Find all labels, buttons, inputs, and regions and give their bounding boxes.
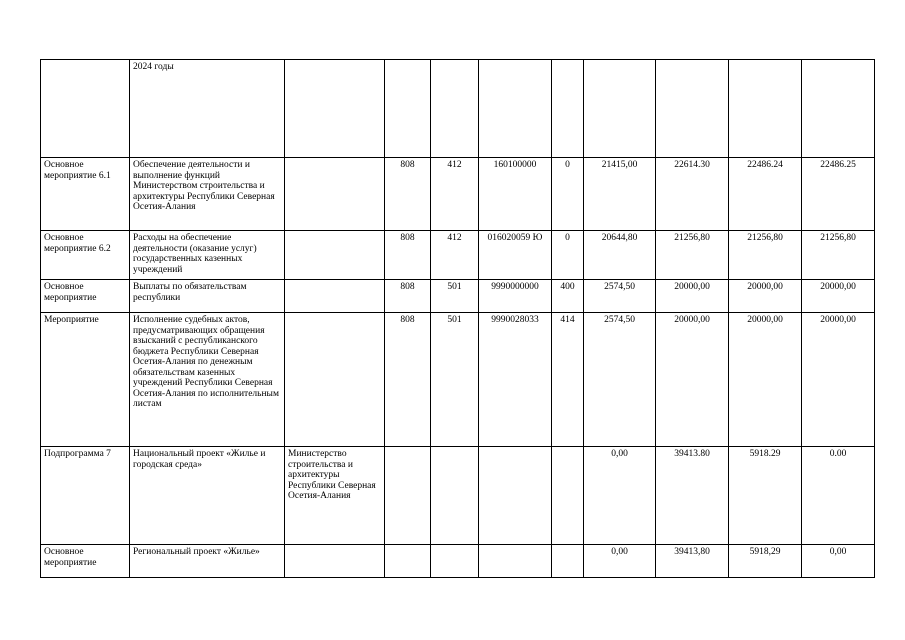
cell-value-4: 20000,00 xyxy=(802,313,875,447)
cell-executor xyxy=(285,231,385,280)
cell-csr: 016020059 Ю xyxy=(479,231,552,280)
cell-type: Основное мероприятие 6.2 xyxy=(41,231,130,280)
cell-value-3 xyxy=(729,60,802,158)
cell-rzpr: 412 xyxy=(431,231,479,280)
cell-rzpr: 501 xyxy=(431,280,479,313)
cell-name: Расходы на обеспечение деятельности (оказание услуг) государственных казенных учреждений xyxy=(130,231,285,280)
table-row xyxy=(41,313,875,447)
cell-vr xyxy=(552,447,584,545)
cell-value-3: 21256,80 xyxy=(729,231,802,280)
table-row xyxy=(41,60,875,158)
cell-value-3: 20000,00 xyxy=(729,280,802,313)
cell-csr xyxy=(479,545,552,578)
cell-type xyxy=(41,60,130,158)
cell-rzpr: 412 xyxy=(431,158,479,231)
cell-value-1: 20644,80 xyxy=(584,231,656,280)
cell-executor xyxy=(285,545,385,578)
cell-value-4: 22486.25 xyxy=(802,158,875,231)
cell-value-3: 22486.24 xyxy=(729,158,802,231)
cell-vr: 0 xyxy=(552,231,584,280)
cell-value-1: 21415,00 xyxy=(584,158,656,231)
table-row xyxy=(41,231,875,280)
cell-value-1: 0,00 xyxy=(584,447,656,545)
cell-value-4: 0,00 xyxy=(802,545,875,578)
cell-type: Мероприятие xyxy=(41,313,130,447)
cell-value-3: 5918,29 xyxy=(729,545,802,578)
cell-value-4 xyxy=(802,60,875,158)
cell-value-2: 20000,00 xyxy=(656,280,729,313)
cell-grbs: 808 xyxy=(385,231,431,280)
cell-value-4: 20000,00 xyxy=(802,280,875,313)
cell-grbs xyxy=(385,545,431,578)
cell-value-2 xyxy=(656,60,729,158)
table-row xyxy=(41,158,875,231)
cell-name: 2024 годы xyxy=(130,60,285,158)
table-row xyxy=(41,280,875,313)
cell-executor xyxy=(285,280,385,313)
cell-csr: 160100000 xyxy=(479,158,552,231)
cell-value-2: 20000,00 xyxy=(656,313,729,447)
cell-type: Основное мероприятие 6.1 xyxy=(41,158,130,231)
cell-rzpr xyxy=(431,447,479,545)
cell-value-3: 20000,00 xyxy=(729,313,802,447)
cell-value-4: 0.00 xyxy=(802,447,875,545)
cell-value-2: 22614.30 xyxy=(656,158,729,231)
cell-value-1: 0,00 xyxy=(584,545,656,578)
cell-rzpr xyxy=(431,60,479,158)
cell-vr: 0 xyxy=(552,158,584,231)
cell-name: Обеспечение деятельности и выполнение функций Министерством строительства и архитектуры Республики Северная Осетия-Алания xyxy=(130,158,285,231)
cell-value-2: 21256,80 xyxy=(656,231,729,280)
table-row xyxy=(41,545,875,578)
cell-executor: Министерство строительства и архитектуры Республики Северная Осетия-Алания xyxy=(285,447,385,545)
cell-executor xyxy=(285,158,385,231)
cell-value-2: 39413,80 xyxy=(656,545,729,578)
cell-executor xyxy=(285,313,385,447)
cell-grbs: 808 xyxy=(385,158,431,231)
cell-csr xyxy=(479,447,552,545)
cell-value-4: 21256,80 xyxy=(802,231,875,280)
cell-csr: 9990028033 xyxy=(479,313,552,447)
cell-vr: 400 xyxy=(552,280,584,313)
cell-csr: 9990000000 xyxy=(479,280,552,313)
cell-value-1 xyxy=(584,60,656,158)
cell-name: Исполнение судебных актов, предусматривающих обращения взысканий с республиканского бюджета Республики Северная Осетия-Алания по денежным обязательствам казенных учреждений Республики Северная Осетия-Алания по исполнительным листам xyxy=(130,313,285,447)
cell-type: Подпрограмма 7 xyxy=(41,447,130,545)
cell-value-1: 2574,50 xyxy=(584,313,656,447)
cell-rzpr: 501 xyxy=(431,313,479,447)
cell-executor xyxy=(285,60,385,158)
cell-grbs: 808 xyxy=(385,280,431,313)
cell-type: Основное мероприятие xyxy=(41,545,130,578)
budget-table xyxy=(40,59,875,578)
cell-name: Национальный проект «Жилье и городская среда» xyxy=(130,447,285,545)
cell-value-2: 39413.80 xyxy=(656,447,729,545)
cell-name: Региональный проект «Жилье» xyxy=(130,545,285,578)
cell-vr: 414 xyxy=(552,313,584,447)
cell-value-1: 2574,50 xyxy=(584,280,656,313)
table-row xyxy=(41,447,875,545)
cell-name: Выплаты по обязательствам республики xyxy=(130,280,285,313)
cell-grbs xyxy=(385,447,431,545)
cell-csr xyxy=(479,60,552,158)
cell-grbs xyxy=(385,60,431,158)
cell-vr xyxy=(552,545,584,578)
cell-grbs: 808 xyxy=(385,313,431,447)
cell-vr xyxy=(552,60,584,158)
cell-rzpr xyxy=(431,545,479,578)
cell-type: Основное мероприятие xyxy=(41,280,130,313)
cell-value-3: 5918.29 xyxy=(729,447,802,545)
